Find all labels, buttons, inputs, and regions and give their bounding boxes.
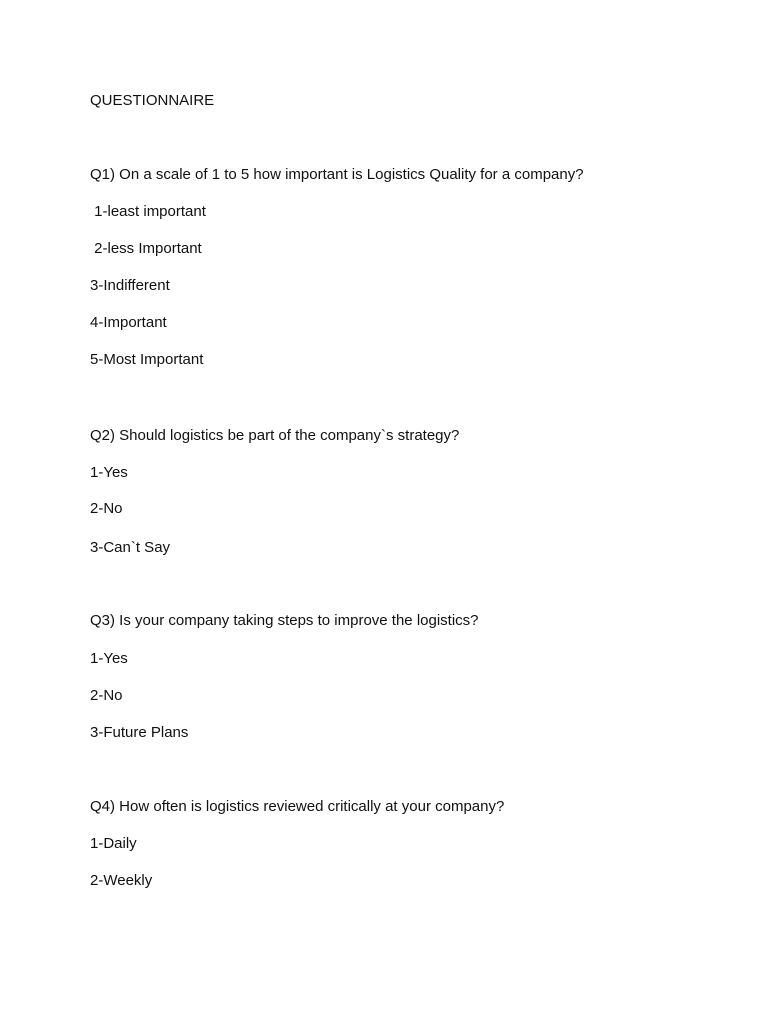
question-1-option-3: 3-Indifferent xyxy=(90,277,170,294)
question-1-text: Q1) On a scale of 1 to 5 how important is Logistics Quality for a company? xyxy=(90,166,584,183)
question-2-option-2: 2-No xyxy=(90,500,123,517)
question-2-option-1: 1-Yes xyxy=(90,464,128,481)
question-4-option-1: 1-Daily xyxy=(90,835,137,852)
question-1-option-4: 4-Important xyxy=(90,314,167,331)
question-3-text: Q3) Is your company taking steps to improve the logistics? xyxy=(90,612,479,629)
question-4-option-2: 2-Weekly xyxy=(90,872,153,889)
question-2-option-3: 3-Can`t Say xyxy=(90,539,171,556)
question-3-option-2: 2-No xyxy=(90,687,123,704)
question-3-option-1: 1-Yes xyxy=(90,650,128,667)
question-3-option-3: 3-Future Plans xyxy=(90,724,189,741)
question-4-text: Q4) How often is logistics reviewed critically at your company? xyxy=(90,798,505,815)
question-1-option-2: 2-less Important xyxy=(90,240,202,257)
question-2-text: Q2) Should logistics be part of the company`s strategy? xyxy=(90,427,460,444)
question-1-option-5: 5-Most Important xyxy=(90,351,204,368)
question-1-option-1: 1-least important xyxy=(90,203,206,220)
document-title: QUESTIONNAIRE xyxy=(90,92,215,109)
